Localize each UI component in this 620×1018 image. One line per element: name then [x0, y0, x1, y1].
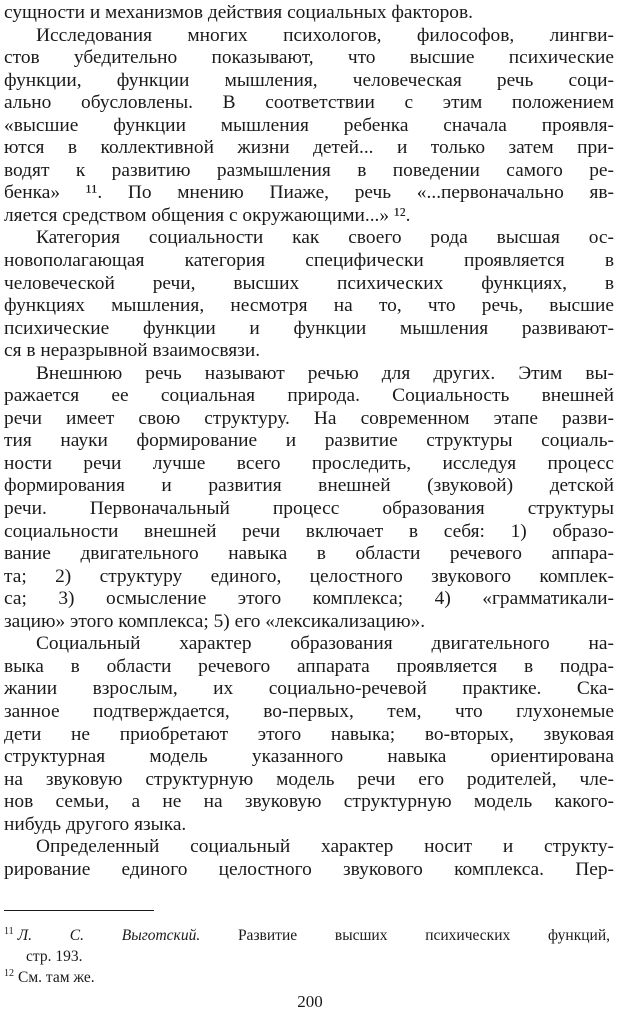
text-line: ляется средством общения с окружающими...» ¹². [4, 204, 411, 226]
footnote-11-continuation: стр. 193. [26, 948, 83, 965]
text-line: дети не приобретают этого навыка; во-вторых, звуковая [4, 723, 614, 745]
body-text [4, 2, 614, 881]
text-line: человеческой речи, высших психических функциях, в [4, 272, 614, 294]
page-number: 200 [297, 992, 323, 1011]
footnote-author: Л. С. Выготский. [17, 927, 201, 944]
footnote-11 [4, 925, 610, 946]
text-line: речи. Первоначальный процесс образования структуры [4, 498, 614, 520]
text-line: нов семьи, а не на звуковую структурную модель какого- [4, 791, 614, 813]
text-line: ются в коллективной жизни детей... и только затем при- [4, 137, 614, 159]
text-line: новополагающая категория специфически проявляется в [4, 250, 614, 272]
text-line: тия науки формирование и развитие структуры социаль- [4, 430, 614, 452]
text-line: стов убедительно показывают, что высшие психические [4, 47, 614, 69]
footnote-text: Развитие высших психических функций, [237, 927, 610, 944]
text-line: Внешнюю речь называют речью для других. Этим вы- [36, 362, 614, 384]
text-line: ся в неразрывной взаимосвязи. [4, 340, 261, 362]
text-line: са; 3) осмысление этого комплекса; 4) «грамматикали- [4, 588, 614, 610]
text-line: рирование единого целостного звукового комплекса. Пер- [4, 858, 614, 880]
text-lines [4, 2, 614, 881]
text-line: ражается ее социальная природа. Социальность внешней [4, 385, 614, 407]
text-line: функции, функции мышления, человеческая речь соци- [4, 69, 614, 91]
text-line: «высшие функции мышления ребенка сначала проявля- [4, 114, 614, 136]
footnote-marker: 12 [4, 967, 14, 979]
text-line: ности речи лучше всего проследить, исследуя процесс [4, 452, 614, 474]
text-line: нибудь другого языка. [4, 813, 187, 835]
text-line: Категория социальности как своего рода высшая ос- [36, 227, 614, 249]
text-line: Социальный характер образования двигательного на- [36, 633, 614, 655]
text-line: формирования и развития внешней (звуковой) детской [4, 475, 614, 497]
text-line: бенка» ¹¹. По мнению Пиаже, речь «...первоначально яв- [4, 182, 614, 204]
text-line: структурная модель указанного навыка ориентирована [4, 746, 614, 768]
footnote-divider [4, 910, 154, 911]
text-line: функциях мышления, несмотря на то, что речь, высшие [4, 295, 614, 317]
text-line: ально обусловлены. В соответствии с этим положением [4, 92, 614, 114]
text-line: сущности и механизмов действия социальных факторов. [4, 2, 474, 23]
text-line: занное подтверждается, во-первых, тем, что глухонемые [4, 700, 614, 722]
text-line: та; 2) структуру единого, целостного звукового комплек- [4, 565, 614, 587]
text-line: водят к развитию размышления в поведении самого ре- [4, 159, 614, 181]
text-line: социальности внешней речи включает в себя: 1) образо- [4, 520, 614, 542]
text-line: Исследования многих психологов, философов, лингви- [36, 24, 614, 46]
text-line: жании взрослым, их социально-речевой практике. Ска- [4, 678, 614, 700]
text-line: на звуковую структурную модель речи его родителей, чле- [4, 768, 614, 790]
text-line: Определенный социальный характер носит и структу- [36, 836, 614, 858]
text-line: психические функции и функции мышления развивают- [4, 317, 614, 339]
text-line: речи имеет свою структуру. На современном этапе разви- [4, 407, 614, 429]
footnote-marker: 11 [4, 925, 14, 937]
text-line: вание двигательного навыка в области речевого аппара- [4, 543, 614, 565]
text-line: зацию» этого комплекса; 5) его «лексикализацию». [4, 610, 426, 632]
footnote-12 [4, 967, 610, 988]
footnote-text: См. там же. [18, 969, 95, 986]
text-line: выка в области речевого аппарата проявляется в подра- [4, 655, 614, 677]
footnotes [4, 925, 610, 988]
